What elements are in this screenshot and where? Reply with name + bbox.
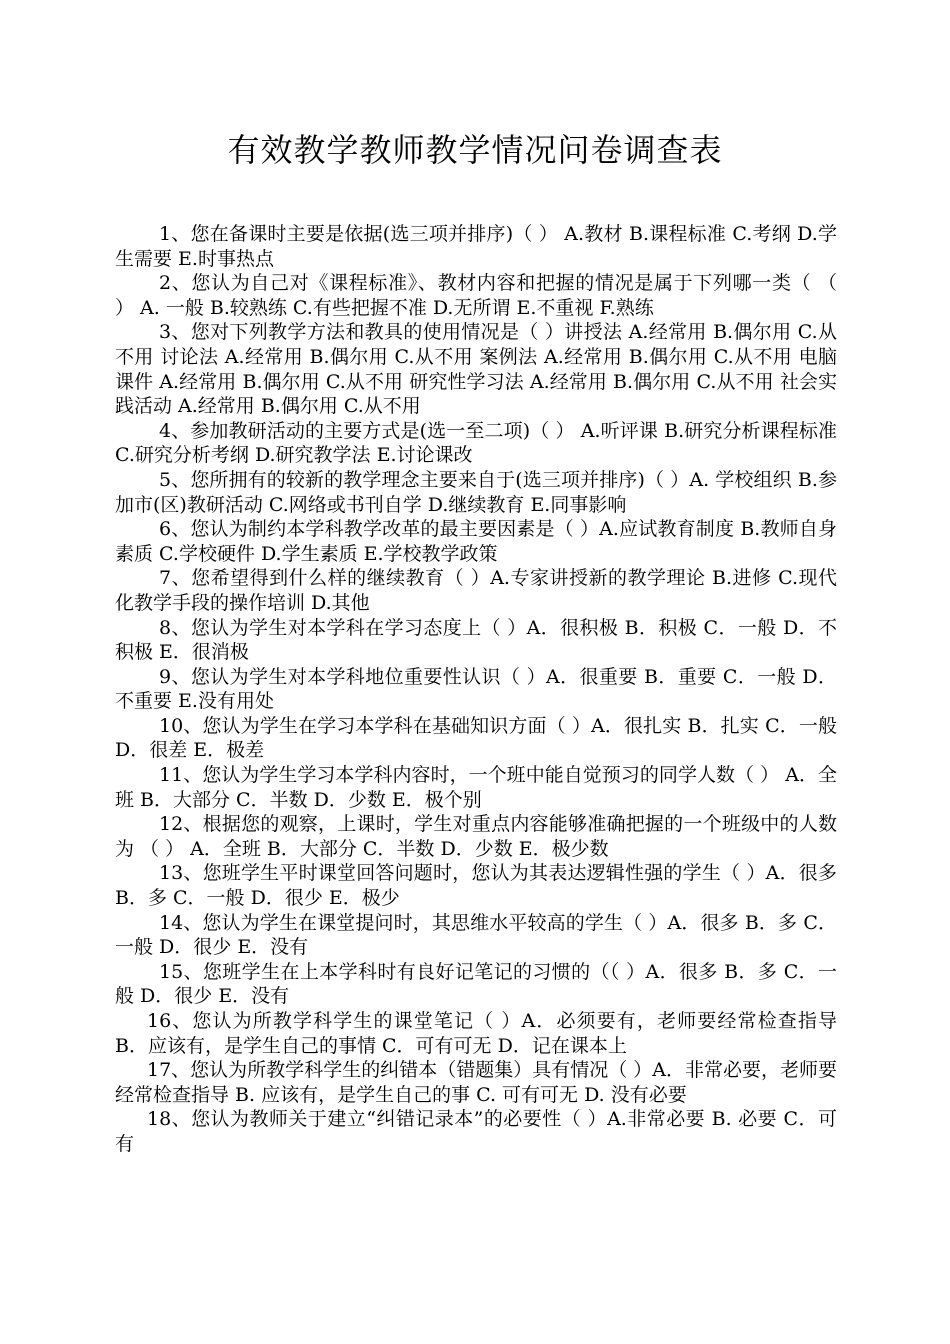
question-list [115,222,837,1157]
question-item: 6、您认为制约本学科教学改革的最主要因素是（ ）A.应试教育制度 B.教师自身素质 C.学校硬件 D.学生素质 E.学校教学政策 [115,518,837,565]
question-item: 3、您对下列教学方法和教具的使用情况是（ ）讲授法 A.经常用 B.偶尔用 C.从不用 讨论法 A.经常用 B.偶尔用 C.从不用 案例法 A.经常用 B.偶尔用 C.从不用 电脑课件 A.经常用 B.偶尔用 C.从不用 研究性学习法 A.经常用 B.偶尔用 C.从不用 社会实践活动 A.经常用 B.偶尔用 C.从不用 [115,321,837,418]
question-item: 16、您认为所教学科学生的课堂笔记（ ）A．必须要有，老师要经常检查指导 B．应该有，是学生自己的事情 C．可有可无 D．记在课本上 [115,1010,837,1057]
question-item: 5、您所拥有的较新的教学理念主要来自于(选三项并排序)（ ）A. 学校组织 B.参加市(区)教研活动 C.网络或书刊自学 D.继续教育 E.同事影响 [115,468,837,516]
question-item: 15、您班学生在上本学科时有良好记笔记的习惯的（（ ）A．很多 B．多 C．一般 D．很少 E．没有 [115,960,837,1008]
question-item: 4、参加教研活动的主要方式是(选一至二项)（ ） A.听评课 B.研究分析课程标准 C.研究分析考纲 D.研究教学法 E.讨论课改 [115,419,837,467]
question-item: 13、您班学生平时课堂回答问题时，您认为其表达逻辑性强的学生（ ）A．很多 B．多 C．一般 D．很少 E．极少 [115,862,837,910]
question-item: 9、您认为学生对本学科地位重要性认识（ ）A．很重要 B．重要 C．一般 D．不重要 E.没有用处 [115,665,837,713]
document-title: 有效教学教师教学情况问卷调查表 [227,131,723,169]
question-item: 2、您认为自己对《课程标准》、教材内容和把握的情况是属于下列哪一类（ （ ） A. 一般 B.较熟练 C.有些把握不准 D.无所谓 E.不重视 F.熟练 [115,272,837,319]
question-item: 8、您认为学生对本学科在学习态度上（ ）A．很积极 B．积极 C．一般 D．不积极 E．很消极 [115,616,837,664]
question-item: 7、您希望得到什么样的继续教育（ ）A.专家讲授新的教学理论 B.进修 C.现代化教学手段的操作培训 D.其他 [115,567,837,614]
question-item: 11、您认为学生学习本学科内容时，一个班中能自觉预习的同学人数（ ） A．全班 B．大部分 C．半数 D．少数 E．极个别 [115,764,837,811]
question-item: 10、您认为学生在学习本学科在基础知识方面（ ）A．很扎实 B．扎实 C．一般 D．很差 E．极差 [115,714,837,762]
question-item: 18、您认为教师关于建立“纠错记录本”的必要性（ ）A.非常必要 B. 必要 C．可有 [115,1108,837,1155]
question-item: 12、根据您的观察，上课时，学生对重点内容能够准确把握的一个班级中的人数为 （ ） A．全班 B．大部分 C．半数 D．少数 E．极少数 [115,813,837,860]
question-item: 1、您在备课时主要是依据(选三项并排序)（ ） A.教材 B.课程标准 C.考纲 D.学生需要 E.时事热点 [115,223,837,270]
question-item: 17、您认为所教学科学生的纠错本（错题集）具有情况（ ）A．非常必要，老师要经常检查指导 B. 应该有，是学生自己的事 C. 可有可无 D. 没有必要 [115,1059,837,1106]
question-item: 14、您认为学生在课堂提问时，其思维水平较高的学生（ ）A．很多 B．多 C．一般 D．很少 E．没有 [115,911,837,959]
